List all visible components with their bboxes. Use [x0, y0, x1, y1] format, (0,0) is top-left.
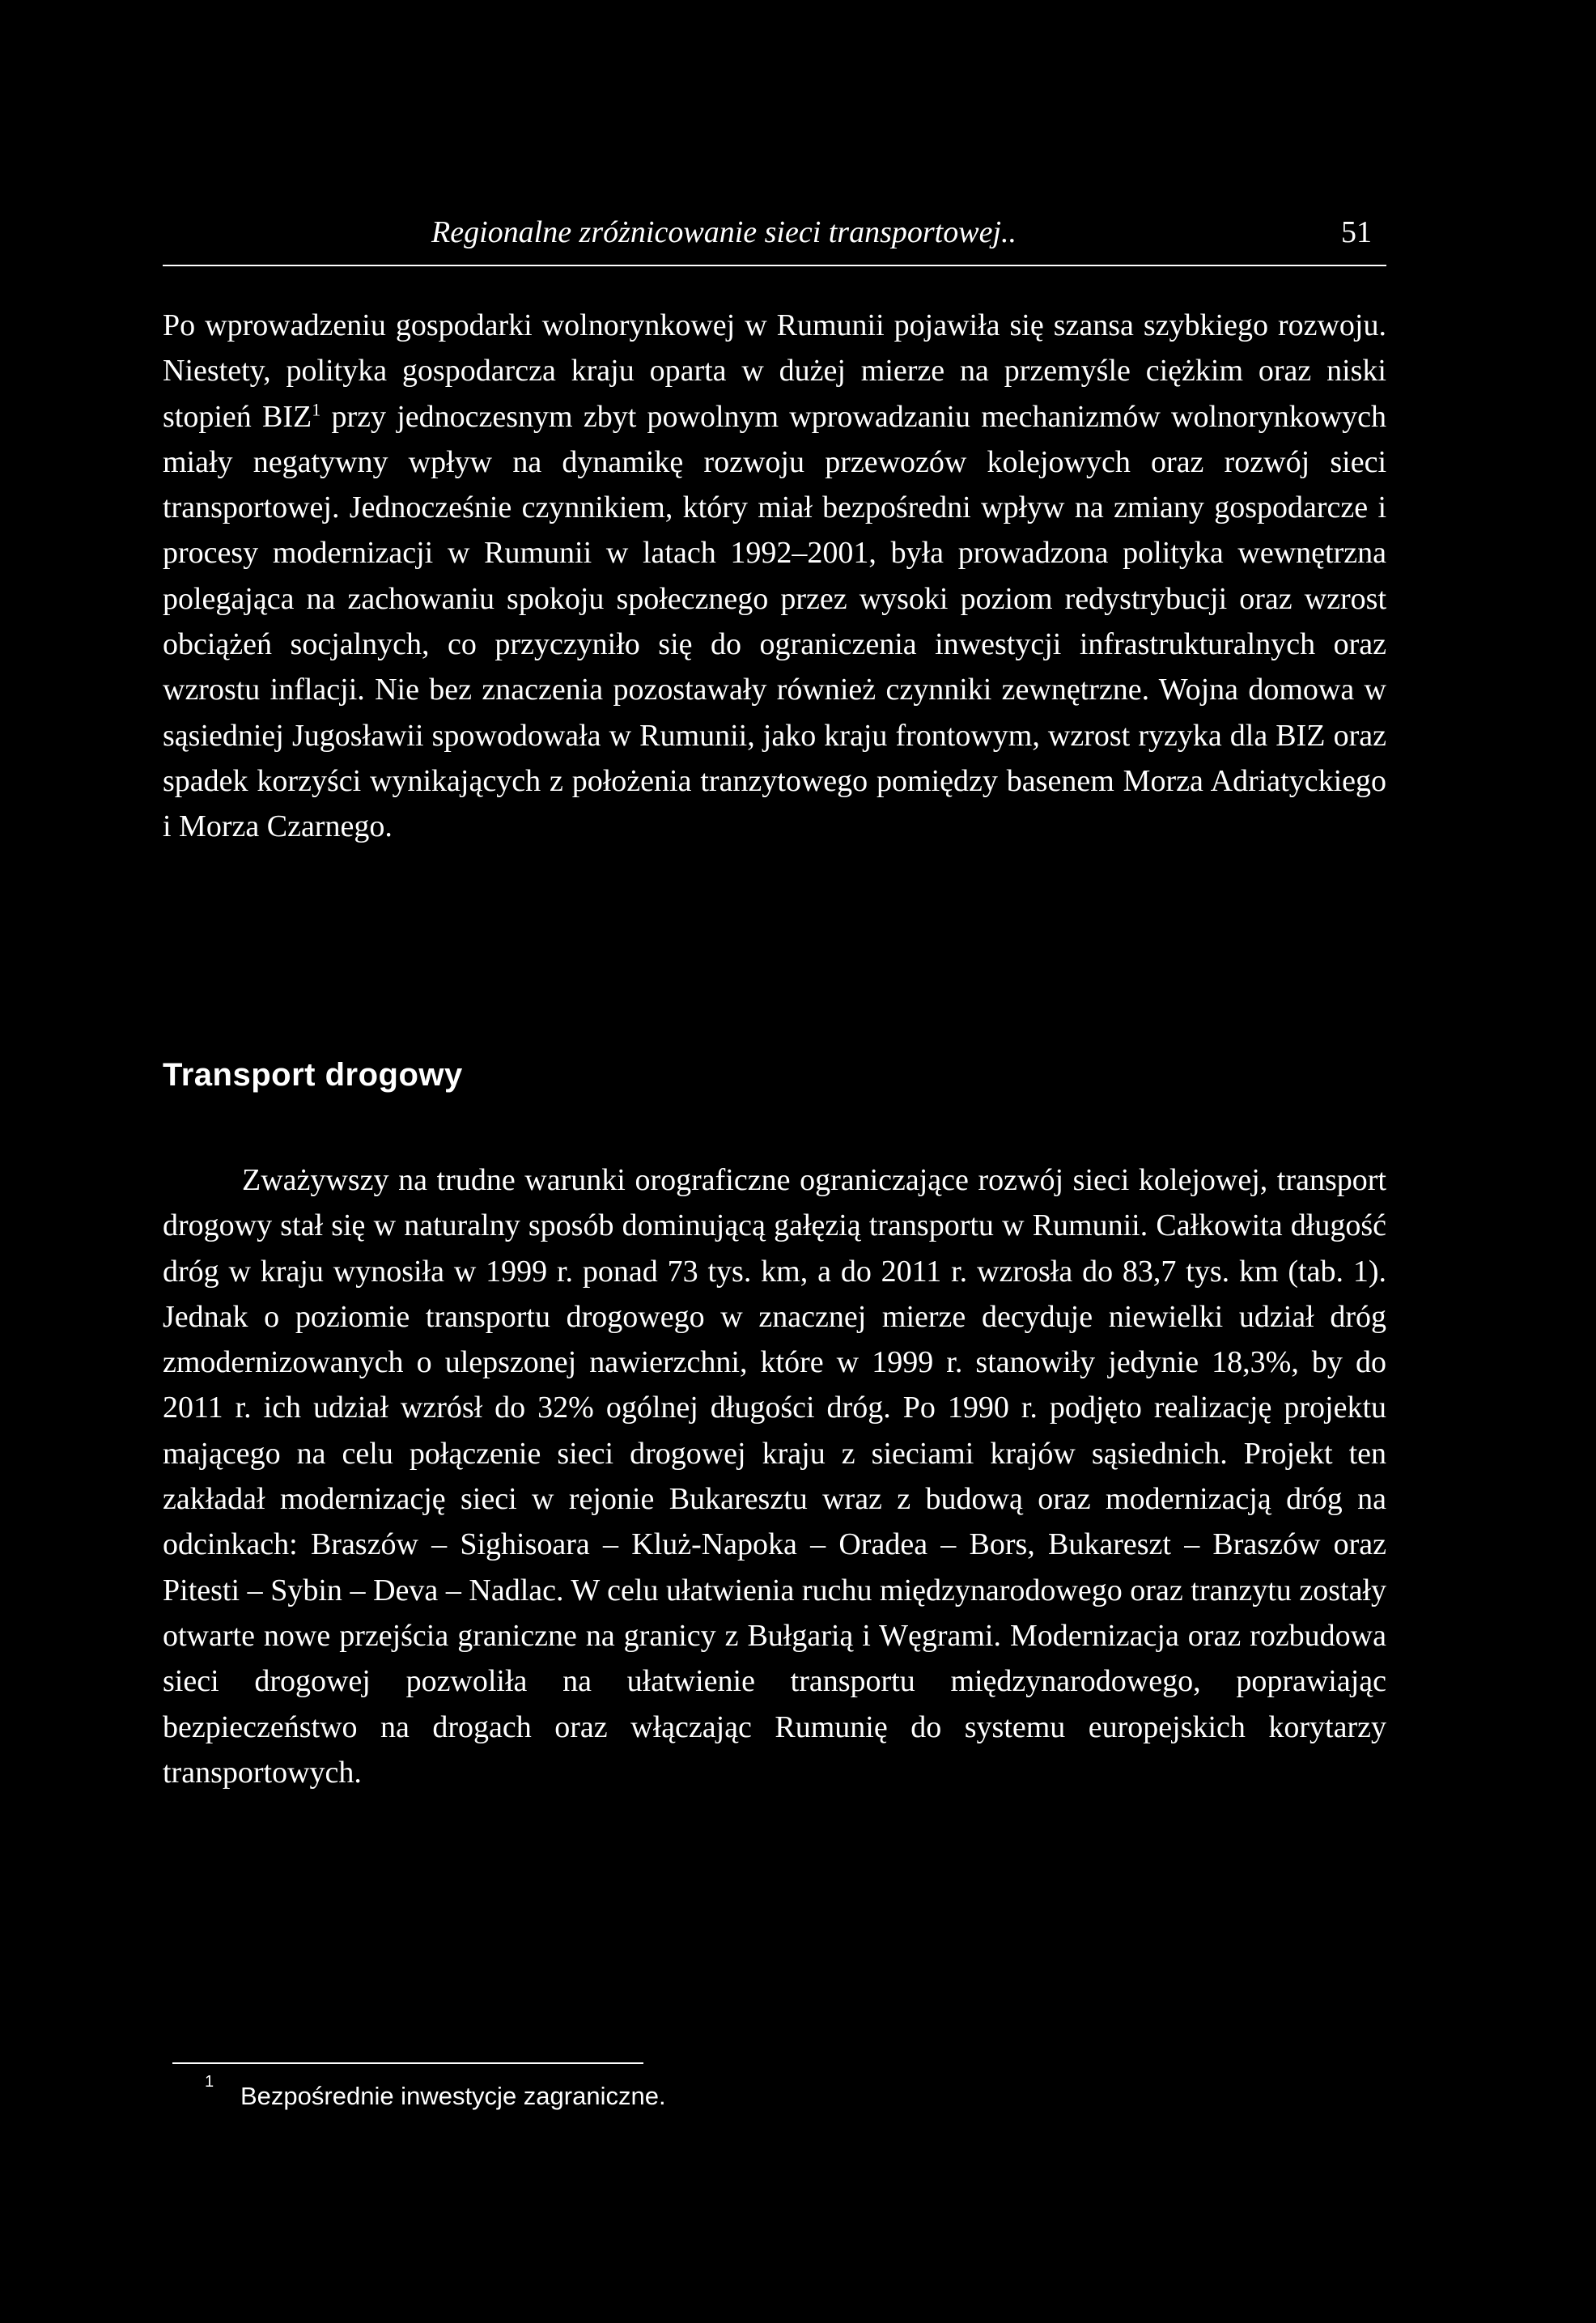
- header-rule: [163, 265, 1386, 266]
- intro-paragraph: [163, 303, 1386, 850]
- running-header: [163, 212, 1386, 253]
- footnote-text: Bezpośrednie inwestycje zagraniczne.: [240, 2082, 666, 2110]
- footnote-reference: 1: [312, 398, 321, 419]
- footnote-mark: 1: [205, 2073, 214, 2091]
- running-title: Regionalne zróżnicowanie sieci transportowej..: [431, 215, 1017, 249]
- intro-paragraph-text-part-2: przy jednoczesnym zbyt powolnym wprowadzaniu mechanizmów wolnorynkowych miały negatywny wpływ na dynamikę rozwoju przewozów kolejowych oraz rozwój sieci transportowej. Jednocześnie czynnikiem, który miał bezpośredni wpływ na zmiany gospodarcze i procesy modernizacji w Rumunii w latach 1992–2001, była prowadzona polityka wewnętrzna polegająca na zachowaniu spokoju społecznego przez wysoki poziom redystrybucji oraz wzrost obciążeń socjalnych, co przyczyniło się do ograniczenia inwestycji infrastrukturalnych oraz wzrostu inflacji. Nie bez znaczenia pozostawały również czynniki zewnętrzne. Wojna domowa w sąsiedniej Jugosławii spowodowała w Rumunii, jako kraju frontowym, wzrost ryzyka dla BIZ oraz spadek korzyści wynikających z położenia tranzytowego pomiędzy basenem Morza Adriatyckiego i Morza Czarnego.: [163, 399, 1387, 844]
- section-heading: Transport drogowy: [163, 1057, 463, 1093]
- footnote: [205, 2073, 666, 2114]
- page-number: 51: [1341, 215, 1372, 249]
- footnote-rule: [172, 2062, 643, 2064]
- section-paragraph: Zważywszy na trudne warunki orograficzne ograniczające rozwój sieci kolejowej, transport drogowy stał się w naturalny sposób dominującą gałęzią transportu w Rumunii. Całkowita długość dróg w kraju wynosiła w 1999 r. ponad 73 tys. km, a do 2011 r. wzrosła do 83,7 tys. km (tab. 1). Jednak o poziomie transportu drogowego w znacznej mierze decyduje niewielki udział dróg zmodernizowanych o ulepszonej nawierzchni, które w 1999 r. stanowiły jedynie 18,3%, by do 2011 r. ich udział wzrósł do 32% ogólnej długości dróg. Po 1990 r. podjęto realizację projektu mającego na celu połączenie sieci drogowej kraju z sieciami krajów sąsiednich. Projekt ten zakładał modernizację sieci w rejonie Bukaresztu wraz z budową oraz modernizacją dróg na odcinkach: Braszów – Sighisoara – Kluż-Napoka – Oradea – Bors, Bukareszt – Braszów oraz Pitesti – Sybin – Deva – Nadlac. W celu ułatwienia ruchu międzynarodowego oraz tranzytu zostały otwarte nowe przejścia graniczne na granicy z Bułgarią i Węgrami. Modernizacja oraz rozbudowa sieci drogowej pozwoliła na ułatwienie transportu międzynarodowego, poprawiając bezpieczeństwo na drogach oraz włączając Rumunię do systemu europejskich korytarzy transportowych.: [163, 1163, 1386, 1790]
- intro-paragraph-text-part-1: Po wprowadzeniu gospodarki wolnorynkowej w Rumunii pojawiła się szansa szybkiego rozwoju. Niestety, polityka gospodarcza kraju oparta w dużej mierze na przemyśle ciężkim oraz niski stopień BIZ: [163, 308, 1386, 434]
